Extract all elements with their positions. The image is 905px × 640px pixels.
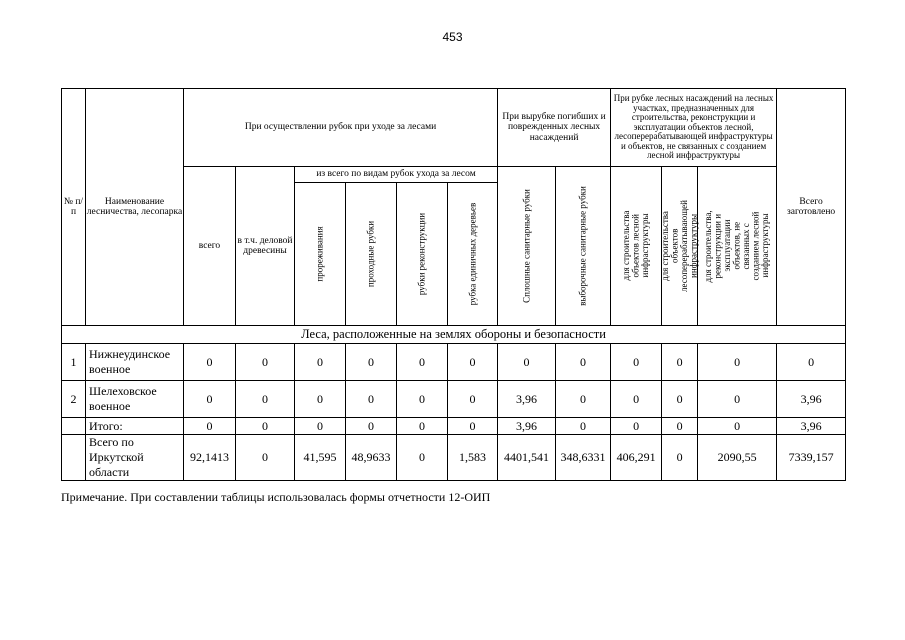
row-value: 41,595 [295,435,346,481]
row-name: Шелеховское военное [86,381,184,418]
row-value: 0 [556,381,611,418]
header-selective-sanitary: выборочные санитарные рубки [577,186,588,306]
harvest-table [61,88,846,481]
row-value: 0 [611,344,662,381]
row-value: 0 [184,381,236,418]
row-value: 0 [662,344,698,381]
row-value: 48,9633 [346,435,397,481]
table-note: Примечание. При составлении таблицы использовалась формы отчетности 12-ОИП [61,490,491,504]
row-value: 0 [346,381,397,418]
row-value: 0 [346,418,397,435]
header-business: в т.ч. деловой древесины [236,167,295,326]
row-value: 0 [295,344,346,381]
row-number [62,435,86,481]
row-value: 0 [611,418,662,435]
table-body [62,344,846,481]
row-value: 3,96 [777,418,846,435]
row-value: 0 [556,418,611,435]
row-value: 0 [397,344,448,381]
header-total: всего [184,167,236,326]
row-value: 0 [662,435,698,481]
row-value: 0 [698,344,777,381]
header-name: Наименование лесничества, лесопарка [86,89,184,326]
row-name: Итого: [86,418,184,435]
row-value: 0 [295,381,346,418]
row-value: 0 [397,381,448,418]
header-thinning: прореживания [314,226,325,282]
table-row [62,381,846,418]
row-value: 0 [184,418,236,435]
header-passage: проходные рубки [365,220,376,288]
row-value: 0 [236,435,295,481]
row-value: 348,6331 [556,435,611,481]
row-value: 0 [556,344,611,381]
header-group-dead: При вырубке погибших и поврежденных лесных насаждений [498,89,611,167]
header-processing-infra: для строительства объектов лесоперерабатывающей инфраструктуры [659,200,699,292]
row-value: 0 [236,381,295,418]
table-row [62,418,846,435]
row-number: 1 [62,344,86,381]
header-forest-infra: для строительства объектов лесной инфраструктуры [620,211,650,281]
header-single-trees: рубка единичных деревьев [466,202,477,306]
row-value: 3,96 [498,418,556,435]
row-value: 92,1413 [184,435,236,481]
row-value: 0 [662,381,698,418]
row-value: 0 [397,418,448,435]
row-value: 0 [777,344,846,381]
row-value: 0 [397,435,448,481]
row-value: 0 [236,418,295,435]
row-value: 4401,541 [498,435,556,481]
row-value: 0 [184,344,236,381]
row-value: 0 [236,344,295,381]
row-value: 0 [498,344,556,381]
row-value: 0 [662,418,698,435]
row-value: 1,583 [448,435,498,481]
row-value: 0 [448,381,498,418]
row-name: Всего по Иркутской области [86,435,184,481]
row-value: 0 [295,418,346,435]
page-number: 453 [442,30,463,44]
row-name: Нижнеудинское военное [86,344,184,381]
header-group-infra: При рубке лесных насаждений на лесных участках, предназначенных для строительства, реконструкции и эксплуатации объектов лесной, лесоперерабатывающей инфраструктуры и объектов, не связанных с созданием лесной инфраструктуры [611,89,777,167]
row-value: 0 [611,381,662,418]
row-value: 0 [698,381,777,418]
row-value: 2090,55 [698,435,777,481]
header-subgroup-types: из всего по видам рубок ухода за лесом [295,167,498,183]
row-value: 3,96 [777,381,846,418]
row-number [62,418,86,435]
section-title: Леса, расположенные на землях обороны и безопасности [62,326,846,344]
header-grand-total: Всего заготовлено [777,89,846,326]
header-num: № п/п [62,89,86,326]
row-value: 0 [448,418,498,435]
table-row [62,435,846,481]
row-value: 3,96 [498,381,556,418]
table-row [62,344,846,381]
row-value: 406,291 [611,435,662,481]
row-value: 7339,157 [777,435,846,481]
row-value: 0 [448,344,498,381]
header-clear-sanitary: Сплошные санитарные рубки [520,189,531,303]
row-value: 0 [346,344,397,381]
header-reconstruction: рубки реконструкции [416,212,427,296]
row-value: 0 [698,418,777,435]
header-other-objects: для строительства, реконструкции и эксплуатации объектов, не связанных с созданием лесной инфраструктуры [702,209,770,283]
row-number: 2 [62,381,86,418]
header-group-care: При осуществлении рубок при уходе за лесами [184,89,498,167]
